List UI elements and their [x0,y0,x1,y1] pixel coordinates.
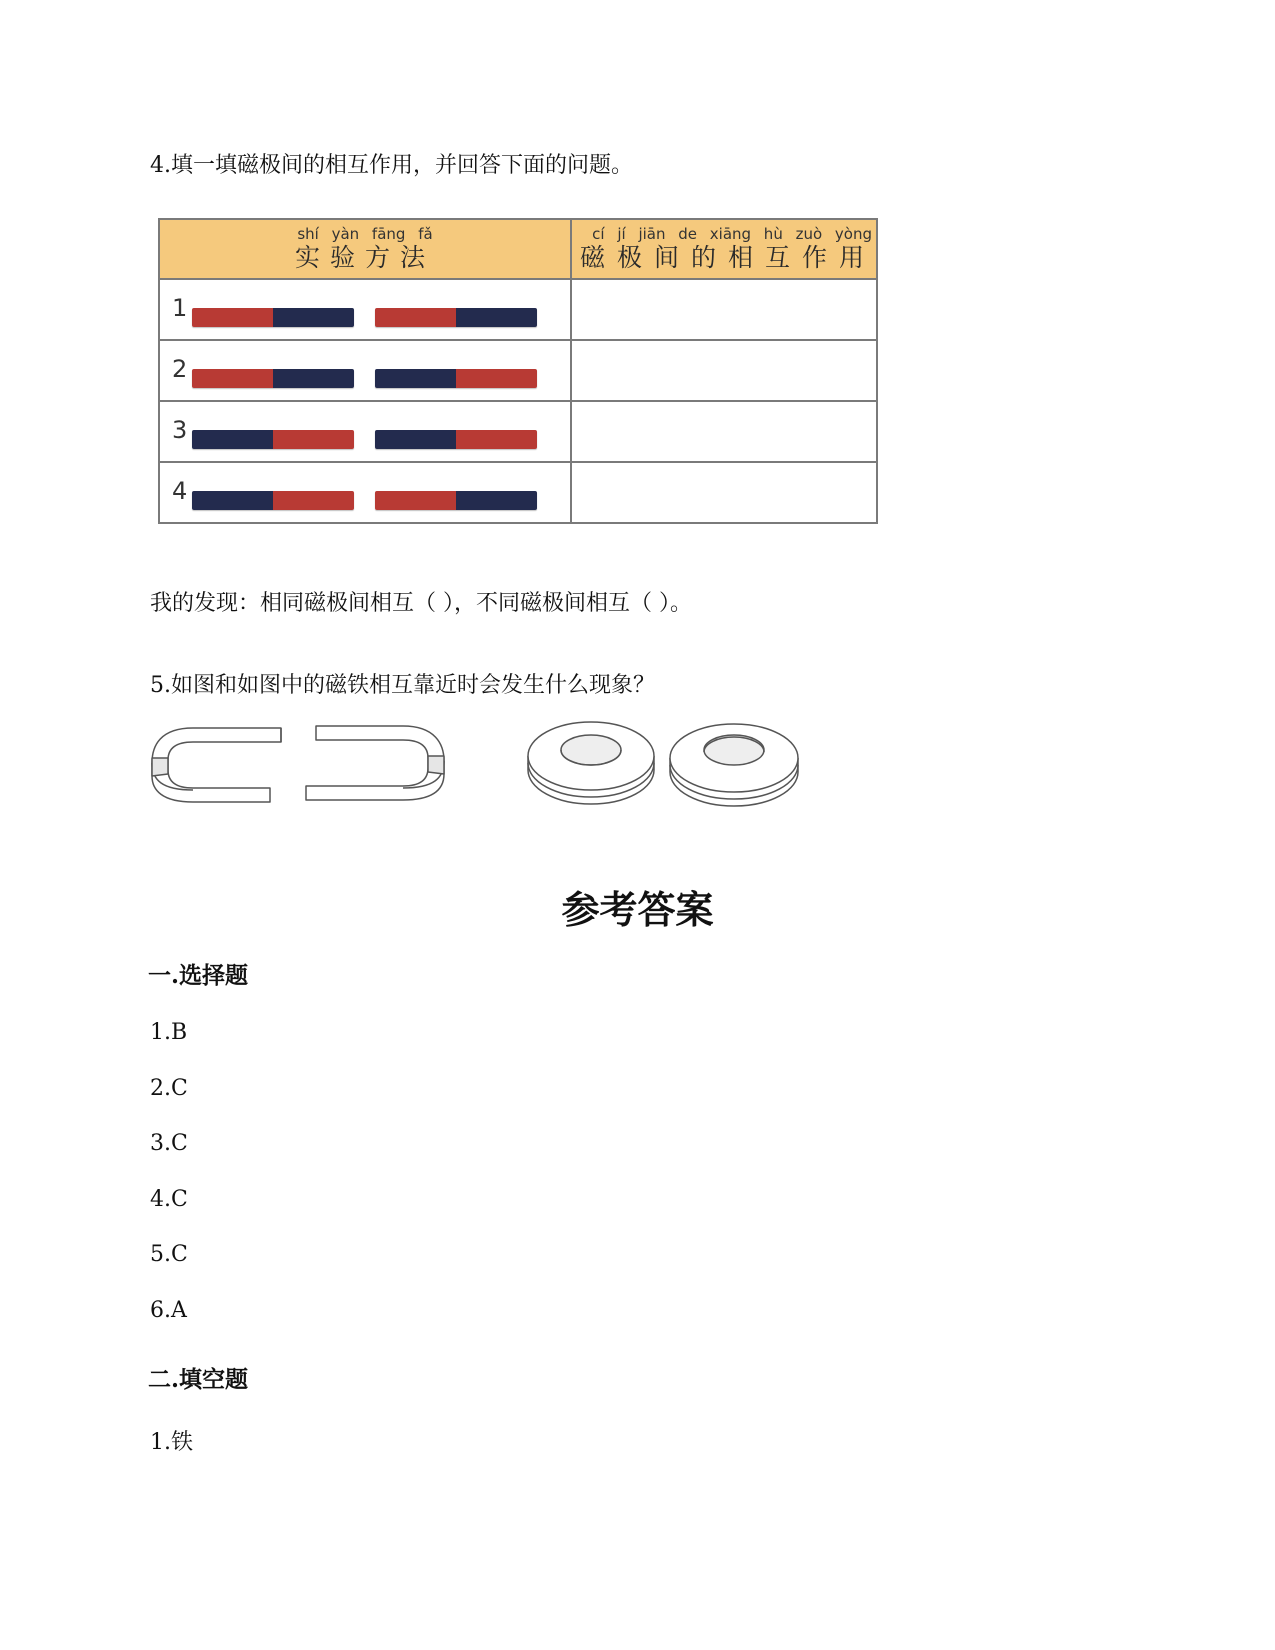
answer-title: 参考答案 [561,887,714,932]
navy-pole [273,308,354,327]
header-method-pinyin: shí yàn fāng fǎ [297,224,433,243]
red-pole [375,491,456,510]
table-row [159,340,877,401]
header-method [159,219,571,279]
left-ring-magnet [528,722,654,804]
method-cell [159,279,571,340]
choice-answer-4: 4.C [150,1187,188,1212]
table-row [159,279,877,340]
choice-answer-3: 3.C [150,1131,188,1156]
left-u-pole-shade [152,758,168,776]
header-result-label: 磁极间的相互作用 [579,242,876,272]
red-pole [192,308,273,327]
right-u-pole-shade [428,756,444,774]
table-header-row [159,219,877,279]
bar-magnet [192,369,354,388]
left-u-magnet [152,728,281,802]
right-u-magnet [306,726,444,800]
result-blank-cell[interactable] [571,279,877,340]
red-pole [192,369,273,388]
u-magnets-illustration [148,718,448,813]
red-pole [273,430,354,449]
red-pole [456,369,537,388]
row-number: 4 [172,477,188,505]
bar-magnet [192,491,354,510]
navy-pole [456,308,537,327]
section-fill-heading: 二.填空题 [148,1366,249,1393]
choice-answer-6: 6.A [150,1298,187,1323]
row-number: 3 [172,416,188,444]
magnet-experiment-table [158,218,878,524]
navy-pole [192,491,273,510]
section-choice-heading: 一.选择题 [148,962,249,989]
navy-pole [456,491,537,510]
red-pole [375,308,456,327]
choice-answer-1: 1.B [150,1020,188,1045]
bar-magnet [192,430,354,449]
table-row [159,462,877,523]
row-number: 2 [172,355,188,383]
result-blank-cell[interactable] [571,462,877,523]
header-result-pinyin: cí jí jiān de xiāng hù zuò yòng [592,224,872,243]
fill-answer-1: 1.铁 [150,1430,193,1455]
bar-magnet [375,491,537,510]
result-blank-cell[interactable] [571,401,877,462]
row-number: 1 [172,294,188,322]
red-pole [273,491,354,510]
finding-sentence: 我的发现：相同磁极间相互（ ），不同磁极间相互（ ）。 [150,591,692,616]
method-cell [159,401,571,462]
header-method-label: 实验方法 [294,242,435,272]
question-4-text: 4.填一填磁极间的相互作用，并回答下面的问题。 [150,153,633,178]
red-pole [456,430,537,449]
header-result [571,219,877,279]
result-blank-cell[interactable] [571,340,877,401]
navy-pole [273,369,354,388]
ring-magnets-illustration [525,712,805,812]
question-5-text: 5.如图和如图中的磁铁相互靠近时会发生什么现象？ [150,673,655,698]
table-row [159,401,877,462]
choice-answer-5: 5.C [150,1242,188,1267]
method-cell [159,462,571,523]
method-cell [159,340,571,401]
navy-pole [375,430,456,449]
right-ring-magnet [670,724,798,806]
bar-magnet [375,308,537,327]
bar-magnet [375,369,537,388]
navy-pole [375,369,456,388]
bar-magnet [375,430,537,449]
bar-magnet [192,308,354,327]
choice-answer-2: 2.C [150,1076,188,1101]
navy-pole [192,430,273,449]
